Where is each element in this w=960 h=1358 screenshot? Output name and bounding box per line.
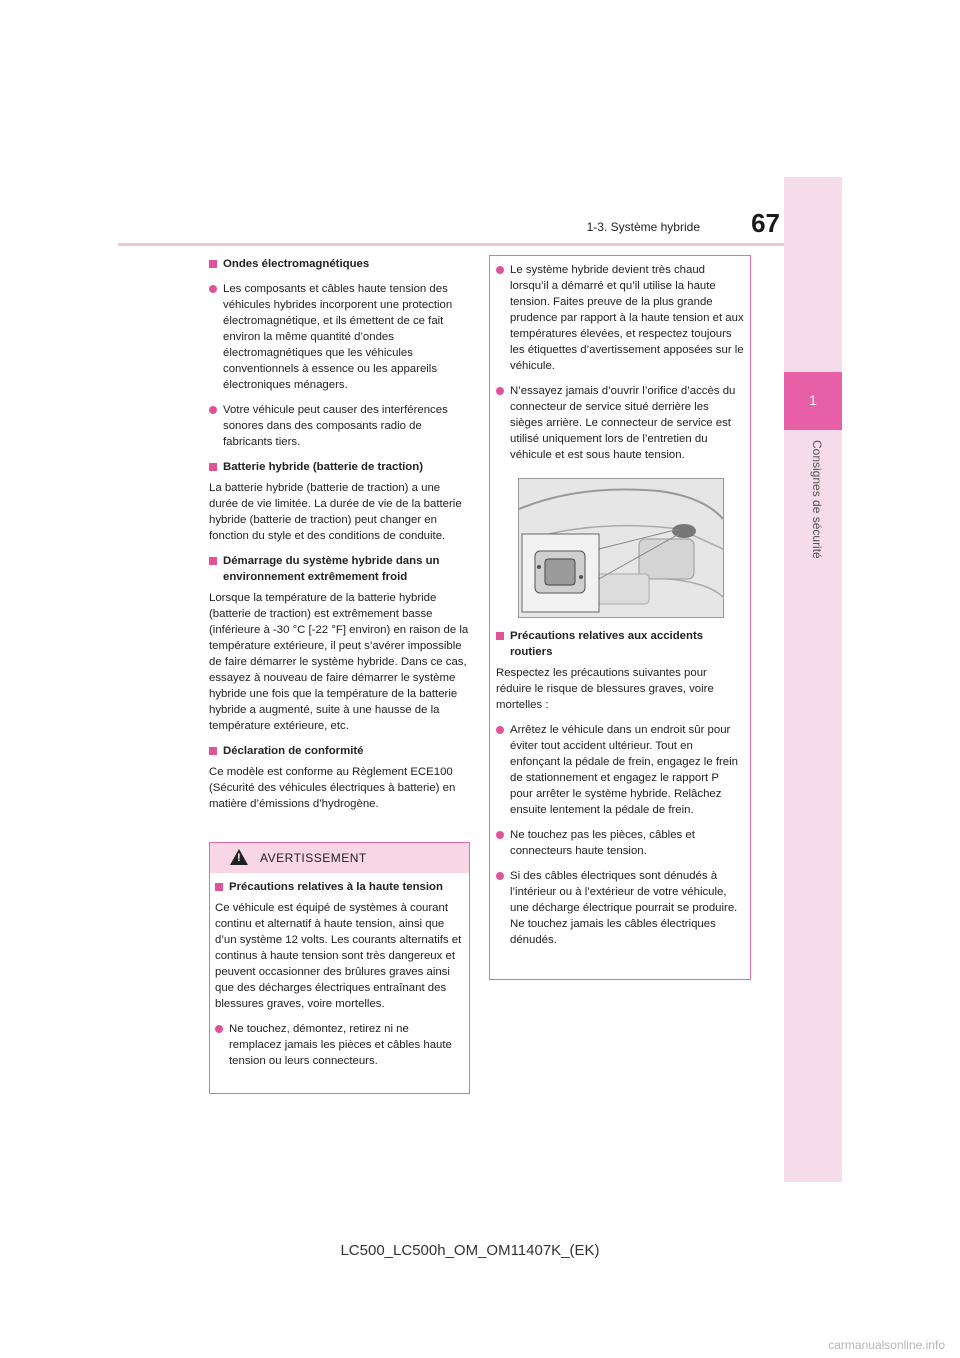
paragraph: Ce véhicule est équipé de systèmes à courant continu et alternatif à haute tension, ainsi que d’un système 12 volts. Les courants alternatifs et continus à haute tension sont très dangereux et peuvent occasionner des brûlures graves ainsi que des décharges électriques entraînant des blessures graves, voire mortelles. [215, 902, 462, 1010]
page-number: 67 [751, 208, 780, 238]
paragraph: Respectez les précautions suivantes pour réduire le risque de blessures graves, voire mortelles : [496, 667, 714, 711]
bullet-item: Votre véhicule peut causer des interférences sonores dans des composants radio de fabricants tiers. [209, 402, 471, 450]
heading-high-voltage: Précautions relatives à la haute tension [215, 879, 463, 895]
heading-road-accidents: Précautions relatives aux accidents routiers [496, 628, 744, 660]
header-divider [118, 243, 784, 246]
right-column-bottom [496, 628, 744, 948]
bullet-item: Si des câbles électriques sont dénudés à l’intérieur ou à l’extérieur de votre véhicule, une décharge électrique pourrait se produire. Ne touchez jamais les câbles électriques dénudés. [496, 868, 744, 948]
heading-cold-start: Démarrage du système hybride dans un environnement extrêmement froid [209, 553, 471, 585]
paragraph: La batterie hybride (batterie de traction) a une durée de vie limitée. La durée de vie de la batterie hybride (batterie de traction) peut changer en fonction du style et des conditions de conduite. [209, 482, 462, 542]
bullet-item: N’essayez jamais d’ouvrir l’orifice d’accès du connecteur de service situé derrière les sièges arrière. Le connecteur de service est utilisé uniquement lors de l’entretien du véhicule et est sous haute tension. [496, 383, 744, 463]
heading-electromagnetic: Ondes électromagnétiques [209, 256, 471, 272]
chapter-sidebar [784, 177, 842, 1182]
service-connector-illustration [518, 478, 724, 618]
chapter-label: Consignes de sécurité [810, 440, 824, 559]
watermark[interactable]: carmanualsonline.info [828, 1338, 945, 1352]
section-title: 1-3. Système hybride [586, 220, 700, 234]
car-interior-drawing [519, 479, 723, 617]
paragraph: Ce modèle est conforme au Règlement ECE100 (Sécurité des véhicules électriques à batterie) en matière d’émissions d’hydrogène. [209, 766, 456, 810]
bullet-item: Le système hybride devient très chaud lorsqu’il a démarré et qu’il utilise la haute tension. Faites preuve de la plus grande prudence par rapport à la haute tension et aux températures élevées, et respectez toujours les étiquettes d’avertissement apposées sur le véhicule. [496, 262, 744, 374]
heading-conformity: Déclaration de conformité [209, 743, 471, 759]
bullet-item: Les composants et câbles haute tension des véhicules hybrides incorporent une protection électromagnétique, et ils émettent de ce fait environ la même quantité d’ondes électromagnétiques que les véhicules conventionnels à essence ou les appareils électroniques ménagers. [209, 281, 471, 393]
chapter-number: 1 [809, 392, 817, 408]
bullet-item: Arrêtez le véhicule dans un endroit sûr pour éviter tout accident ultérieur. Tout en enfonçant la pédale de frein, engagez le frein de stationnement et engagez le rapport P pour arrêter le système hybride. Relâchez ensuite lentement la pédale de frein. [496, 722, 744, 818]
right-column-top [496, 262, 744, 463]
warning-triangle-icon: ! [230, 849, 248, 865]
bullet-item: Ne touchez, démontez, retirez ni ne remplacez jamais les pièces et câbles haute tension ou leurs connecteurs. [215, 1021, 463, 1069]
paragraph: Lorsque la température de la batterie hybride (batterie de traction) est extrêmement basse (inférieure à -30 °C [-22 °F] environ) en raison de la température extérieure, il peut s’avérer impossible de faire démarrer le système hybride. Dans ce cas, essayez à nouveau de faire démarrer le système hybride une fois que la température de la batterie hybride a augmenté, suite à une hausse de la température extérieure, etc. [209, 592, 469, 732]
warning-body [210, 873, 469, 1069]
warning-header [210, 843, 469, 873]
heading-hybrid-battery: Batterie hybride (batterie de traction) [209, 459, 471, 475]
warning-title: AVERTISSEMENT [260, 851, 367, 865]
bullet-item: Ne touchez pas les pièces, câbles et connecteurs haute tension. [496, 827, 744, 859]
document-code: LC500_LC500h_OM_OM11407K_(EK) [340, 1242, 600, 1259]
left-column [209, 256, 471, 812]
warning-box [209, 842, 470, 1094]
